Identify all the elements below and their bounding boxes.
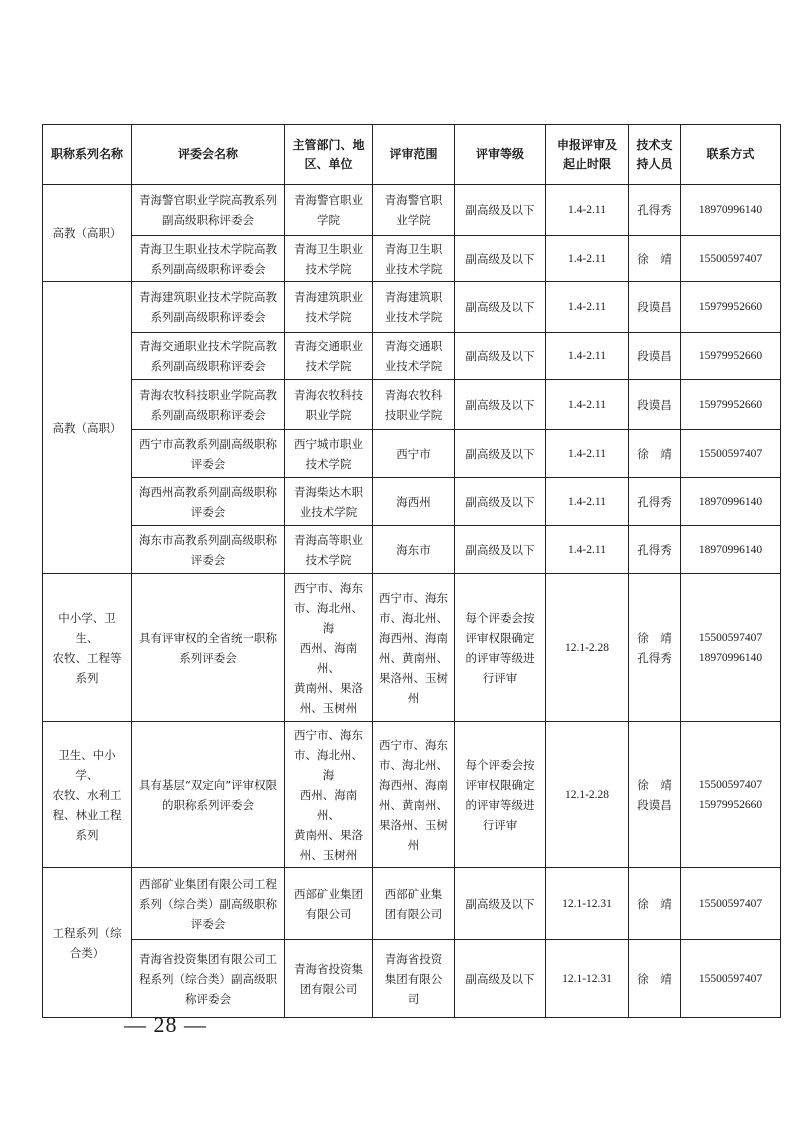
level-cell: 副高级及以下 (455, 185, 546, 236)
staff-cell: 徐 靖 段谟昌 (629, 722, 681, 868)
department-cell: 西部矿业集团 有限公司 (285, 868, 373, 940)
table-row (43, 380, 781, 430)
department-cell: 青海卫生职业 技术学院 (285, 236, 373, 282)
staff-cell: 徐 靖 (629, 236, 681, 282)
header-department: 主管部门、地 区、单位 (285, 125, 373, 185)
table-row (43, 526, 781, 574)
level-cell: 副高级及以下 (455, 380, 546, 430)
scope-cell: 青海交通职 业技术学院 (373, 333, 455, 380)
phone-cell: 15500597407 (681, 430, 781, 478)
committee-name-cell: 青海建筑职业技术学院高教 系列副高级职称评委会 (132, 282, 285, 333)
committee-name-cell: 青海农牧科技职业学院高教 系列副高级职称评委会 (132, 380, 285, 430)
header-staff: 技术支 持人员 (629, 125, 681, 185)
phone-cell: 18970996140 (681, 185, 781, 236)
period-cell: 1.4-2.11 (546, 333, 629, 380)
staff-cell: 段谟昌 (629, 333, 681, 380)
level-cell: 副高级及以下 (455, 940, 546, 1018)
committee-name-cell: 海东市高教系列副高级职称 评委会 (132, 526, 285, 574)
series-name-cell: 高教（高职） (43, 282, 132, 574)
department-cell: 西宁市、海东 市、海北州、海 西州、海南州、 黄南州、果洛 州、玉树州 (285, 574, 373, 722)
department-cell: 西宁城市职业 技术学院 (285, 430, 373, 478)
scope-cell: 西部矿业集 团有限公司 (373, 868, 455, 940)
review-committee-table (42, 124, 781, 1018)
staff-cell: 孔得秀 (629, 478, 681, 526)
department-cell: 青海高等职业 技术学院 (285, 526, 373, 574)
series-name-cell: 中小学、卫生、 农牧、工程等 系列 (43, 574, 132, 722)
staff-cell: 徐 靖 (629, 430, 681, 478)
staff-cell: 孔得秀 (629, 185, 681, 236)
department-cell: 青海警官职业 学院 (285, 185, 373, 236)
series-name-cell: 高教（高职） (43, 185, 132, 282)
committee-name-cell: 西宁市高教系列副高级职称 评委会 (132, 430, 285, 478)
level-cell: 每个评委会按 评审权限确定 的评审等级进 行评审 (455, 722, 546, 868)
phone-cell: 15500597407 (681, 868, 781, 940)
department-cell: 青海柴达木职 业技术学院 (285, 478, 373, 526)
header-level: 评审等级 (455, 125, 546, 185)
page-number: — 28 — (124, 1012, 207, 1037)
header-period: 申报评审及 起止时限 (546, 125, 629, 185)
committee-name-cell: 青海警官职业学院高教系列 副高级职称评委会 (132, 185, 285, 236)
table-header-row (43, 125, 781, 185)
table-row (43, 430, 781, 478)
scope-cell: 西宁市 (373, 430, 455, 478)
period-cell: 12.1-12.31 (546, 868, 629, 940)
department-cell: 青海省投资集 团有限公司 (285, 940, 373, 1018)
staff-cell: 段谟昌 (629, 282, 681, 333)
committee-name-cell: 青海交通职业技术学院高教 系列副高级职称评委会 (132, 333, 285, 380)
period-cell: 1.4-2.11 (546, 478, 629, 526)
table-row (43, 282, 781, 333)
period-cell: 1.4-2.11 (546, 526, 629, 574)
staff-cell: 段谟昌 (629, 380, 681, 430)
level-cell: 每个评委会按 评审权限确定 的评审等级进 行评审 (455, 574, 546, 722)
committee-name-cell: 具有基层“双定向”评审权限 的职称系列评委会 (132, 722, 285, 868)
phone-cell: 15500597407 18970996140 (681, 574, 781, 722)
committee-name-cell: 西部矿业集团有限公司工程 系列（综合类）副高级职称 评委会 (132, 868, 285, 940)
table-row (43, 868, 781, 940)
scope-cell: 青海警官职 业学院 (373, 185, 455, 236)
table-row (43, 236, 781, 282)
table-row (43, 722, 781, 868)
department-cell: 西宁市、海东 市、海北州、海 西州、海南州、 黄南州、果洛 州、玉树州 (285, 722, 373, 868)
phone-cell: 15979952660 (681, 380, 781, 430)
header-contact: 联系方式 (681, 125, 781, 185)
period-cell: 1.4-2.11 (546, 380, 629, 430)
series-name-cell: 卫生、中小学、 农牧、水利工 程、林业工程 系列 (43, 722, 132, 868)
committee-name-cell: 青海卫生职业技术学院高教 系列副高级职称评委会 (132, 236, 285, 282)
phone-cell: 15500597407 (681, 940, 781, 1018)
committee-name-cell: 海西州高教系列副高级职称 评委会 (132, 478, 285, 526)
phone-cell: 15979952660 (681, 333, 781, 380)
scope-cell: 青海建筑职 业技术学院 (373, 282, 455, 333)
scope-cell: 西宁市、海东 市、海北州、 海西州、海南 州、黄南州、 果洛州、玉树 州 (373, 722, 455, 868)
period-cell: 1.4-2.11 (546, 185, 629, 236)
committee-name-cell: 青海省投资集团有限公司工 程系列（综合类）副高级职 称评委会 (132, 940, 285, 1018)
department-cell: 青海交通职业 技术学院 (285, 333, 373, 380)
scope-cell: 青海农牧科 技职业学院 (373, 380, 455, 430)
committee-name-cell: 具有评审权的全省统一职称 系列评委会 (132, 574, 285, 722)
department-cell: 青海建筑职业 技术学院 (285, 282, 373, 333)
header-scope: 评审范围 (373, 125, 455, 185)
level-cell: 副高级及以下 (455, 478, 546, 526)
scope-cell: 青海省投资 集团有限公 司 (373, 940, 455, 1018)
table-row (43, 940, 781, 1018)
table-row (43, 185, 781, 236)
scope-cell: 西宁市、海东 市、海北州、 海西州、海南 州、黄南州、 果洛州、玉树 州 (373, 574, 455, 722)
level-cell: 副高级及以下 (455, 282, 546, 333)
table-row (43, 574, 781, 722)
phone-cell: 18970996140 (681, 526, 781, 574)
level-cell: 副高级及以下 (455, 236, 546, 282)
staff-cell: 孔得秀 (629, 526, 681, 574)
table-row (43, 333, 781, 380)
phone-cell: 15500597407 15979952660 (681, 722, 781, 868)
header-committee-name: 评委会名称 (132, 125, 285, 185)
staff-cell: 徐 靖 孔得秀 (629, 574, 681, 722)
period-cell: 1.4-2.11 (546, 282, 629, 333)
period-cell: 12.1-12.31 (546, 940, 629, 1018)
department-cell: 青海农牧科技 职业学院 (285, 380, 373, 430)
level-cell: 副高级及以下 (455, 333, 546, 380)
staff-cell: 徐 靖 (629, 868, 681, 940)
table-row (43, 478, 781, 526)
table-body (43, 185, 781, 1018)
period-cell: 12.1-2.28 (546, 574, 629, 722)
period-cell: 12.1-2.28 (546, 722, 629, 868)
phone-cell: 18970996140 (681, 478, 781, 526)
level-cell: 副高级及以下 (455, 868, 546, 940)
level-cell: 副高级及以下 (455, 526, 546, 574)
period-cell: 1.4-2.11 (546, 430, 629, 478)
period-cell: 1.4-2.11 (546, 236, 629, 282)
phone-cell: 15979952660 (681, 282, 781, 333)
staff-cell: 徐 靖 (629, 940, 681, 1018)
level-cell: 副高级及以下 (455, 430, 546, 478)
header-series-name: 职称系列名称 (43, 125, 132, 185)
scope-cell: 海东市 (373, 526, 455, 574)
phone-cell: 15500597407 (681, 236, 781, 282)
series-name-cell: 工程系列（综 合类） (43, 868, 132, 1018)
scope-cell: 海西州 (373, 478, 455, 526)
scope-cell: 青海卫生职 业技术学院 (373, 236, 455, 282)
